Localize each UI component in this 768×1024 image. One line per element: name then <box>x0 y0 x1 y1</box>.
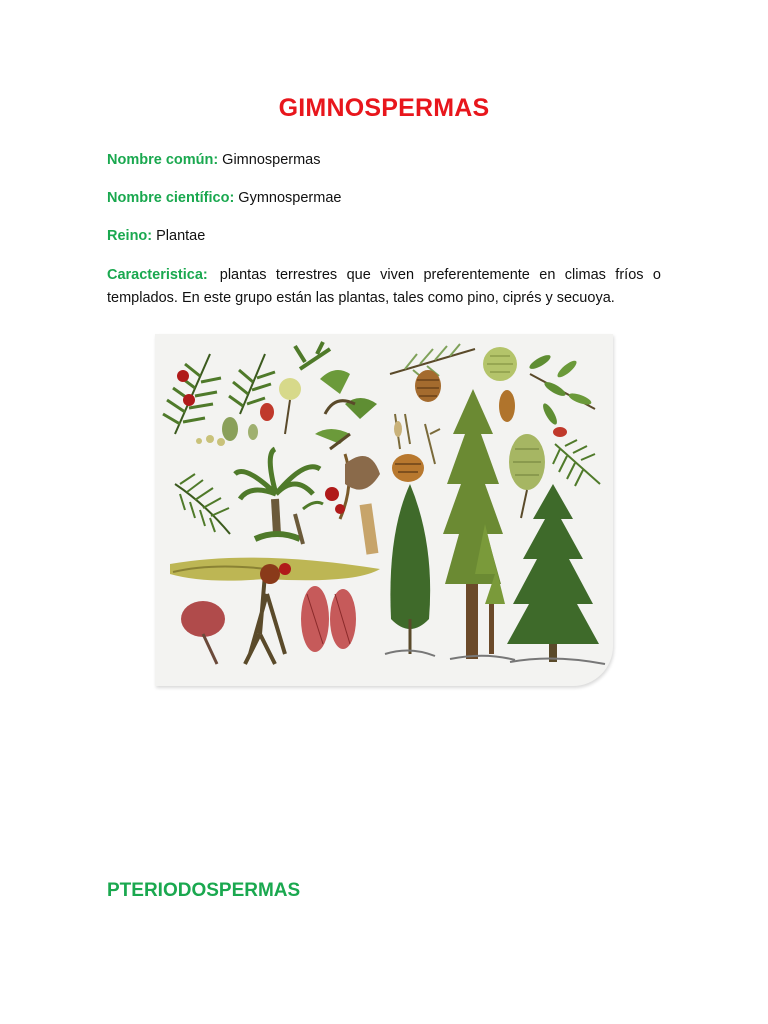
cone-upright-drawing <box>509 434 545 518</box>
botanical-plate-image <box>155 334 613 686</box>
cones-drawing <box>392 414 440 482</box>
pine-branch-drawing <box>390 344 517 422</box>
kingdom-field <box>107 226 205 246</box>
gymnosperm-illustration <box>155 334 613 686</box>
scientific-name-label: Nombre científico: <box>107 190 235 206</box>
common-name-label: Nombre común: <box>107 152 219 168</box>
welwitschia-drawing <box>170 558 380 664</box>
common-name-field <box>107 150 320 170</box>
scientific-name-value: Gymnospermae <box>238 190 342 206</box>
characteristic-label: Caracteristica: <box>107 267 208 283</box>
ginkgo-drawing <box>279 342 377 449</box>
fir-branch-drawing <box>553 440 600 486</box>
cycad-leaf-drawing <box>175 474 230 534</box>
podocarpus-branch-drawing <box>528 353 595 437</box>
seed-fern-drawing <box>325 454 380 555</box>
scientific-name-field <box>107 188 341 208</box>
section-subtitle: PTERIODOSPERMAS <box>107 880 301 901</box>
characteristic-value: plantas terrestres que viven preferentemente en climas fríos o templados. En este grupo están las plantas, tales como pino, ciprés y secuoya. <box>107 267 661 306</box>
kingdom-label: Reino: <box>107 228 153 244</box>
cypress-tree-drawing <box>385 484 435 656</box>
characteristic-field <box>107 264 661 310</box>
cycad-palm-drawing <box>235 449 323 544</box>
common-name-value: Gimnospermas <box>222 152 321 168</box>
page-title: GIMNOSPERMAS <box>278 94 490 122</box>
sequoia-tree-drawing <box>443 389 515 660</box>
kingdom-value: Plantae <box>156 228 206 244</box>
yew-branch-drawing <box>163 354 275 446</box>
